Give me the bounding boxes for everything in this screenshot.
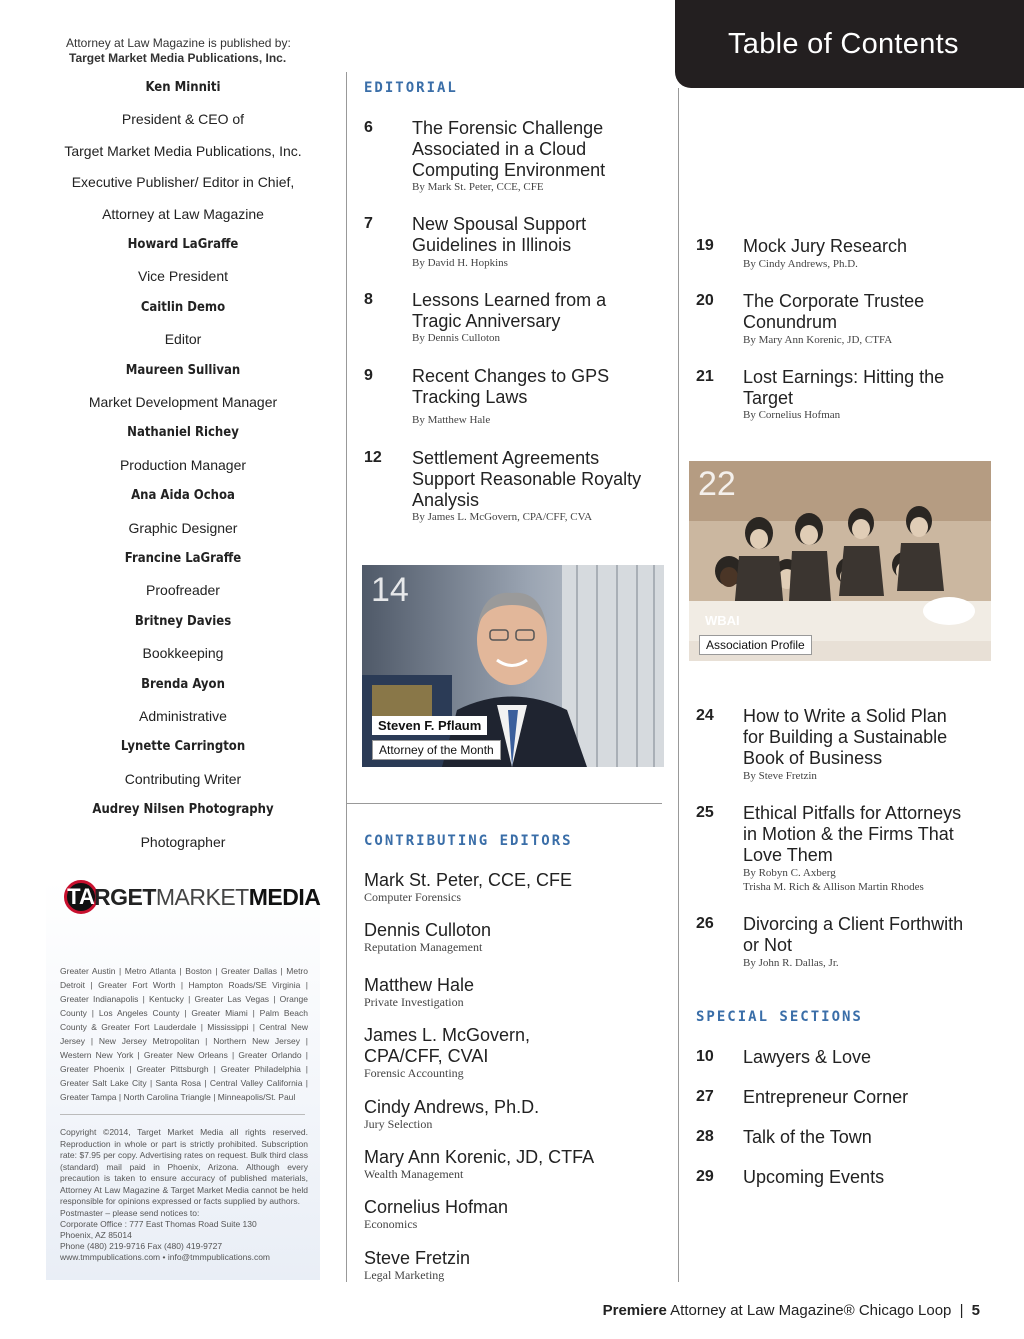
staff-role: Target Market Media Publications, Inc. (64, 142, 302, 159)
toc-page-number: 20 (696, 292, 714, 309)
editor-role: Reputation Management (364, 940, 483, 954)
staff-role: Administrative (139, 708, 227, 724)
divider (60, 1114, 305, 1115)
staff-name: Howard LaGraffe (127, 237, 239, 252)
staff-name: Audrey Nilsen Photography (92, 802, 274, 818)
contact-line[interactable]: www.tmmpublications.com • info@tmmpublications.com (60, 1252, 271, 1262)
photo-page-number: 14 (371, 571, 409, 609)
staff-name: Nathaniel Richey (127, 425, 239, 441)
publisher-name: Target Market Media Publications, Inc. (69, 51, 287, 65)
staff-name: Caitlin Demo (140, 299, 226, 315)
editor-name: James L. McGovern, CPA/CFF, CVAI (364, 1025, 531, 1066)
toc-page-number: 21 (696, 368, 714, 385)
column-divider (346, 72, 347, 1282)
target-market-media-logo (64, 876, 321, 922)
toc-page-number: 26 (696, 915, 714, 932)
toc-item-byline: By David H. Hopkins (412, 257, 508, 269)
toc-item-byline: By Robyn C. Axberg (743, 867, 836, 879)
toc-item-title[interactable]: Entrepreneur Corner (743, 1087, 909, 1107)
photo-caption-role: Attorney of the Month (372, 740, 501, 760)
copyright-notice: Copyright ©2014, Target Market Media all rights reserved. Reproduction in whole or part is strictly prohibited. Subscription rate: $7.95 per copy. Advertising rates on request. Bulk third class (standard) mail paid in Phoenix, Arizona. Although every precaution is taken to ensure accuracy of published materials, Attorney At Law Magazine & Target Market Media cannot be held responsible for opinions expressed or facts supplied by authors. (60, 1127, 308, 1206)
toc-item-title[interactable]: Divorcing a Client Forthwith or Not (743, 914, 964, 955)
footer-separator: | (959, 1302, 964, 1319)
page-title: Table of Contents (728, 28, 959, 60)
wbai-association-photo[interactable] (689, 461, 991, 661)
editor-name: Mark St. Peter, CCE, CFE (364, 870, 573, 890)
contact-line: Phone (480) 219-9716 Fax (480) 419-9727 (60, 1241, 223, 1251)
logo-text-2: MARKET (155, 884, 249, 910)
staff-role: Photographer (140, 833, 226, 850)
toc-page-number: 8 (364, 291, 373, 308)
staff-role: Executive Publisher/ Editor in Chief, (71, 174, 295, 191)
staff-name: Ken Minniti (145, 80, 221, 95)
toc-item-title[interactable]: Lawyers & Love (743, 1047, 872, 1067)
toc-item-byline: By Mark St. Peter, CCE, CFE (412, 181, 544, 193)
staff-role: Production Manager (119, 456, 247, 473)
staff-name: Brenda Ayon (141, 676, 225, 692)
toc-item-byline: By Cornelius Hofman (743, 409, 841, 421)
toc-page-number: 10 (696, 1048, 714, 1065)
staff-role: Attorney at Law Magazine (102, 205, 264, 222)
editor-role: Wealth Management (364, 1167, 464, 1181)
editor-name: Dennis Culloton (364, 920, 492, 940)
column-divider (678, 88, 679, 1282)
toc-page-number: 25 (696, 804, 714, 821)
editor-name: Matthew Hale (364, 975, 475, 995)
page-footer (603, 1302, 980, 1319)
contributing-editors-heading: CONTRIBUTING EDITORS (364, 833, 573, 849)
editor-role: Computer Forensics (364, 890, 461, 904)
photo-page-number: 22 (698, 465, 736, 503)
editorial-heading: EDITORIAL (364, 80, 458, 96)
toc-item-title[interactable]: Mock Jury Research (743, 236, 908, 256)
editor-name: Mary Ann Korenic, JD, CTFA (364, 1147, 595, 1167)
editor-role: Legal Marketing (364, 1268, 445, 1282)
logo-text-3: MEDIA (248, 884, 321, 910)
staff-role: Contributing Writer (124, 770, 242, 787)
attorney-of-the-month-photo[interactable] (362, 565, 664, 767)
staff-name: Francine LaGraffe (124, 551, 242, 566)
toc-item-title[interactable]: The Corporate Trustee Conundrum (743, 291, 925, 332)
toc-item-byline: By Mary Ann Korenic, JD, CTFA (743, 334, 893, 346)
toc-header (675, 0, 1024, 88)
toc-page-number: 28 (696, 1128, 714, 1145)
toc-item-byline: Trisha M. Rich & Allison Martin Rhodes (743, 881, 924, 893)
special-sections-heading: SPECIAL SECTIONS (696, 1009, 863, 1025)
toc-item-title[interactable]: Upcoming Events (743, 1167, 885, 1187)
contact-line: Corporate Office : 777 East Thomas Road Suite 130 (60, 1219, 257, 1229)
editor-role: Forensic Accounting (364, 1066, 464, 1080)
staff-role: Vice President (137, 268, 228, 285)
toc-page-number: 6 (364, 119, 373, 136)
masthead-column (46, 0, 320, 1280)
editor-name: Steve Fretzin (364, 1248, 471, 1268)
contact-line: Phoenix, AZ 85014 (60, 1230, 132, 1240)
footer-brand: Premiere (602, 1302, 667, 1319)
toc-item-title[interactable]: Lost Earnings: Hitting the Target (743, 367, 945, 408)
toc-page-number: 9 (364, 367, 373, 384)
logo-target-icon: TA (64, 880, 98, 914)
toc-item-byline: By James L. McGovern, CPA/CFF, CVA (412, 511, 593, 523)
staff-role: Graphic Designer (128, 519, 238, 536)
toc-item-byline: By John R. Dallas, Jr. (743, 957, 839, 969)
staff-name: Lynette Carrington (120, 739, 246, 755)
staff-name: Ana Aida Ochoa (131, 488, 235, 504)
toc-page-number: 7 (364, 215, 373, 232)
toc-item-title[interactable]: The Forensic Challenge Associated in a Cloud Computing Environment (412, 118, 606, 180)
toc-item-byline: By Steve Fretzin (743, 770, 817, 782)
editor-role: Jury Selection (364, 1117, 433, 1131)
footer-title: Attorney at Law Magazine® Chicago Loop (670, 1302, 952, 1319)
staff-role: Editor (164, 331, 202, 348)
editor-name: Cornelius Hofman (364, 1197, 509, 1217)
toc-item-byline: By Cindy Andrews, Ph.D. (743, 258, 858, 270)
toc-item-byline: By Matthew Hale (412, 414, 491, 426)
toc-item-byline: By Dennis Culloton (412, 332, 501, 344)
staff-name: Maureen Sullivan (125, 362, 241, 378)
toc-item-title[interactable]: How to Write a Solid Plan for Building a Sustainable Book of Business (743, 706, 948, 768)
page-number: 5 (971, 1302, 980, 1319)
staff-role: Proofreader (146, 582, 220, 599)
toc-item-title[interactable]: Recent Changes to GPS Tracking Laws (412, 366, 610, 407)
logo-text-1: RGET (94, 884, 156, 910)
toc-page-number: 24 (696, 707, 714, 724)
editor-role: Economics (364, 1217, 418, 1231)
editor-name: Cindy Andrews, Ph.D. (364, 1097, 540, 1117)
photo-caption-name: Steven F. Pflaum (372, 716, 487, 735)
staff-role: Market Development Manager (88, 394, 278, 410)
editor-role: Private Investigation (364, 995, 464, 1009)
staff-name: Britney Davies (134, 613, 232, 629)
toc-item-title[interactable]: Ethical Pitfalls for Attorneys in Motion & the Firms That Love Them (743, 803, 962, 865)
staff-role: President & CEO of (121, 111, 245, 128)
staff-role: Bookkeeping (142, 645, 224, 662)
markets-list: Greater Austin | Metro Atlanta | Boston | Greater Dallas | Metro Detroit | Greater Fort Worth | Hampton Roads/SE Virginia | Greater Indianapolis | Kentucky | Greater Las Vegas | Orange County | Los Angeles County | Greater Miami | Palm Beach County & Greater Fort Lauderdale | Mississippi | Central New Jersey | New Jersey Metropolitan | Northern New Jersey | Western New York | Greater New Orleans | Greater Orlando | Greater Phoenix | Greater Pittsburgh | Greater Philadelphia | Greater Salt Lake City | Santa Rosa | Central Valley California | Greater Tampa | North Carolina Triangle | Minneapolis/St. Paul (60, 966, 308, 1102)
toc-item-title[interactable]: New Spousal Support Guidelines in Illinois (412, 214, 587, 255)
toc-item-title[interactable]: Lessons Learned from a Tragic Anniversary (412, 290, 607, 331)
toc-item-title[interactable]: Talk of the Town (743, 1127, 872, 1147)
toc-page-number: 12 (364, 449, 382, 466)
publisher-line: Attorney at Law Magazine is published by: (66, 36, 291, 50)
toc-page-number: 19 (696, 237, 714, 254)
toc-item-title[interactable]: Settlement Agreements Support Reasonable Royalty Analysis (412, 448, 642, 510)
toc-page-number: 29 (696, 1168, 714, 1185)
toc-page-number: 27 (696, 1088, 714, 1105)
contact-line: Postmaster – please send notices to: (60, 1208, 200, 1218)
photo-caption-name: WBAI (705, 613, 740, 628)
section-divider (346, 803, 662, 804)
photo-caption-role: Association Profile (699, 635, 812, 655)
